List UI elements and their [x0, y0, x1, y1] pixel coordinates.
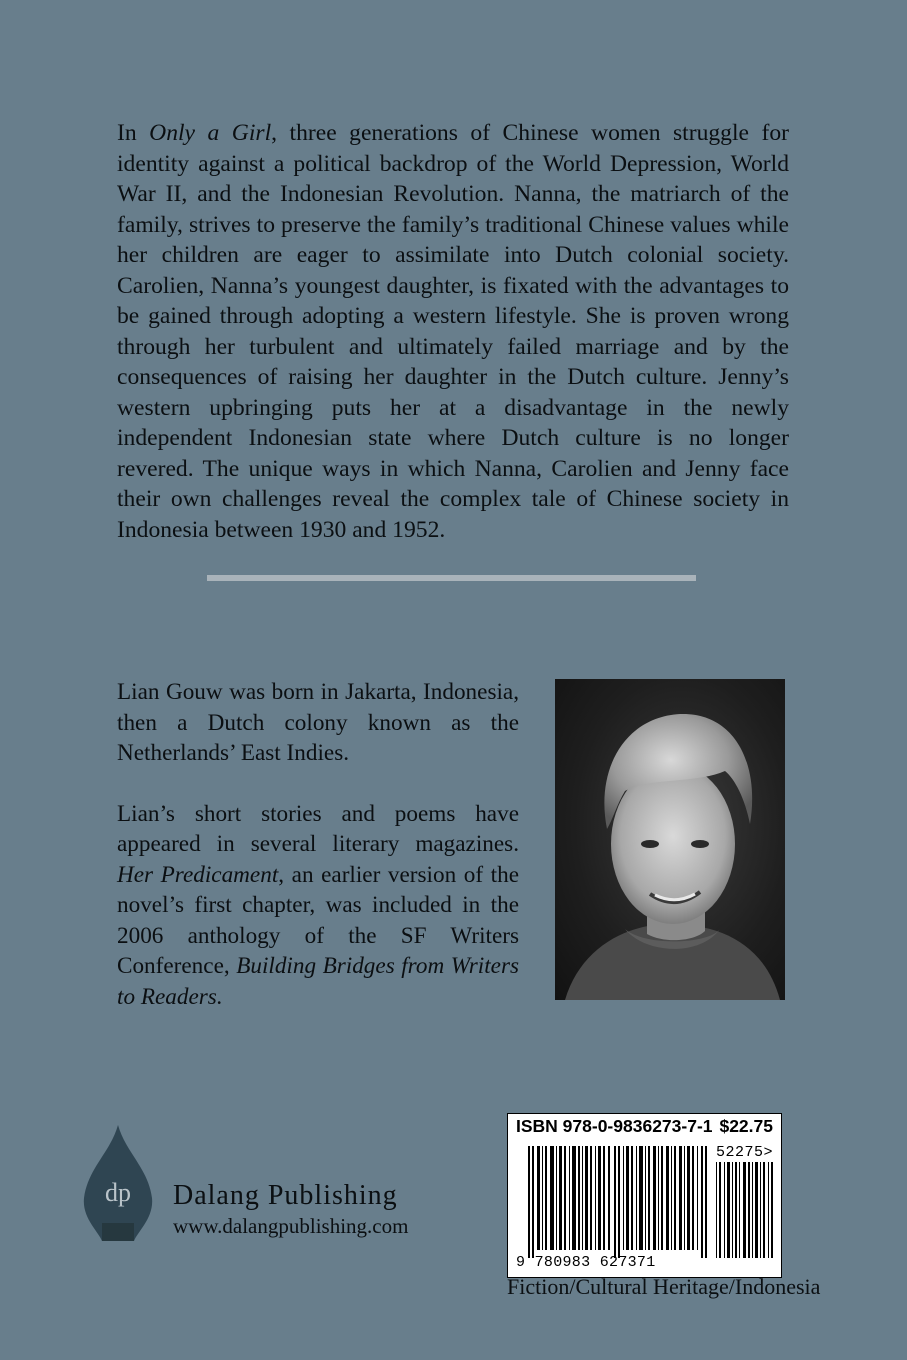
genre-category: Fiction/Cultural Heritage/Indonesia [507, 1274, 821, 1299]
publisher-info [173, 1180, 408, 1240]
book-title: Only a Girl [149, 120, 272, 146]
logo-initials: dp [105, 1178, 131, 1207]
price-addon-number: 52275> [716, 1144, 774, 1161]
author-bio [117, 677, 519, 1042]
publisher-url: www.dalangpublishing.com [173, 1214, 409, 1238]
isbn-number: ISBN 978-0-9836273-7-1 [516, 1116, 713, 1136]
ean-number: 9 780983 627371 [516, 1254, 656, 1271]
story-title: Her Predicament [117, 861, 279, 888]
bio-paragraph-2: Lian’s short stories and poems have appeared in several literary magazines. Her Predicament, an earlier version of the novel’s first chapter, was included in the 2006 anthology of the SF Writers Conference, Building Bridges from Writers to Readers. [117, 800, 519, 1010]
barcode-label [507, 1113, 782, 1278]
bio-paragraph-1: Lian Gouw was born in Jakarta, Indonesia, then a Dutch colony known as the Netherlands’ East Indies. [117, 679, 519, 766]
price: $22.75 [719, 1116, 773, 1136]
publisher-logo [80, 1123, 156, 1248]
ean-barcode [528, 1146, 710, 1258]
author-photo [555, 679, 785, 1000]
book-description [117, 118, 789, 545]
anthology-title: Building Bridges from Writers to Readers. [117, 953, 519, 1010]
section-divider [207, 575, 696, 581]
addon-barcode [716, 1162, 774, 1258]
blurb-lead: In [117, 120, 150, 146]
isbn-line [516, 1116, 773, 1137]
publisher-name: Dalang Publishing [173, 1180, 398, 1211]
blurb-body: , three generations of Chinese women struggle for identity against a political backdrop of the World Depression, World War II, and the Indonesian Revolution. Nanna, the matriarch of the family, strives to preserve the family’s traditional Chinese values while her children are eager to assimilate into Dutch colonial society. Carolien, Nanna’s youngest daughter, is fixated with the advantages to be gained through adopting a western lifestyle. She is proven wrong through her turbulent and ultimately failed marriage and by the consequences of raising her daughter in the Dutch culture. Jenny’s western upbringing puts her at a disadvantage in the newly independent Indonesian state where Dutch culture is no longer revered. The unique ways in which Nanna, Carolien and Jenny face their own challenges reveal the complex tale of Chinese society in Indonesia between 1930 and 1952. [117, 120, 789, 543]
